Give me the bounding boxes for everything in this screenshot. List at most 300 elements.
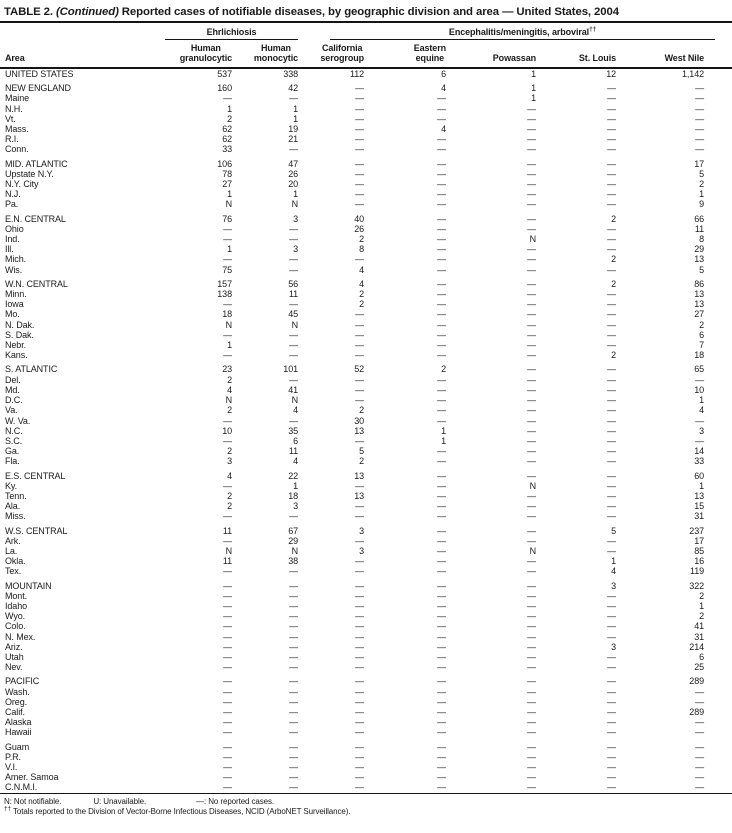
value-cell: — <box>223 706 232 717</box>
value-cell: — <box>527 566 537 577</box>
value-cell: 1 <box>611 556 617 567</box>
value-cell: — <box>437 329 447 340</box>
value-cell: — <box>355 199 365 210</box>
value-cell: — <box>607 384 617 395</box>
table-row <box>0 244 732 254</box>
value-cell: 8 <box>699 234 705 245</box>
table-row <box>0 456 732 466</box>
value-cell: 160 <box>217 83 232 94</box>
value-cell: — <box>437 611 447 622</box>
value-cell: 1 <box>699 189 705 200</box>
table-row <box>0 501 732 511</box>
table-row <box>0 436 732 446</box>
area-cell: Tex. <box>5 566 22 577</box>
table-section <box>0 155 732 210</box>
value-cell: — <box>607 727 617 738</box>
col-header-human-monocytic: Human monocytic <box>253 43 299 63</box>
value-cell: 18 <box>288 490 299 501</box>
value-cell: — <box>355 566 365 577</box>
area-cell: Conn. <box>5 144 29 155</box>
value-cell: 1 <box>293 103 299 114</box>
value-cell: 18 <box>694 350 705 361</box>
value-cell: — <box>289 641 299 652</box>
value-cell: — <box>607 600 617 611</box>
table-row <box>0 385 732 395</box>
value-cell: 11 <box>288 289 299 300</box>
value-cell: 8 <box>359 244 365 255</box>
value-cell: 3 <box>293 213 299 224</box>
value-cell: — <box>527 641 537 652</box>
value-cell: — <box>527 535 537 546</box>
value-cell: N <box>529 234 537 245</box>
area-cell: Calif. <box>5 706 25 717</box>
area-cell: MID. ATLANTIC <box>5 158 68 169</box>
value-cell: — <box>527 621 537 632</box>
value-cell: 45 <box>288 309 299 320</box>
value-cell: 1 <box>293 480 299 491</box>
value-cell: 11 <box>288 446 299 457</box>
value-cell: — <box>355 350 365 361</box>
table-row <box>0 199 732 209</box>
value-cell: — <box>607 446 617 457</box>
value-cell: 11 <box>222 525 232 536</box>
value-cell: — <box>607 717 617 728</box>
value-cell: — <box>355 686 365 697</box>
value-cell: — <box>695 741 705 752</box>
value-cell: — <box>695 717 705 728</box>
value-cell: 1 <box>531 93 537 104</box>
value-cell: — <box>437 490 447 501</box>
table-section <box>0 577 732 673</box>
value-cell: 1 <box>293 113 299 124</box>
value-cell: — <box>223 535 232 546</box>
table-row <box>0 330 732 340</box>
value-cell: 3 <box>611 641 617 652</box>
value-cell: — <box>289 329 299 340</box>
value-cell: — <box>527 299 537 310</box>
table-title-prefix: TABLE 2. <box>4 6 53 18</box>
area-cell: N.Y. City <box>5 179 39 190</box>
value-cell: — <box>437 706 447 717</box>
value-cell: — <box>607 696 617 707</box>
value-cell: — <box>527 470 537 481</box>
value-cell: 27 <box>222 179 232 190</box>
area-cell: N.J. <box>5 189 21 200</box>
value-cell: — <box>527 556 537 567</box>
area-cell: Guam <box>5 741 30 752</box>
value-cell: 5 <box>611 525 617 536</box>
value-cell: 2 <box>227 113 232 124</box>
value-cell: — <box>437 223 447 234</box>
table-row <box>0 265 732 275</box>
value-cell: — <box>289 662 299 673</box>
value-cell: — <box>527 309 537 320</box>
value-cell: — <box>527 611 537 622</box>
value-cell: — <box>527 511 537 522</box>
value-cell: 157 <box>217 278 232 289</box>
value-cell: — <box>527 350 537 361</box>
value-cell: — <box>223 234 232 245</box>
value-cell: — <box>355 134 365 145</box>
value-cell: 17 <box>694 158 705 169</box>
value-cell: 4 <box>227 384 232 395</box>
value-cell: — <box>437 545 447 556</box>
area-cell: W. Va. <box>5 415 31 426</box>
value-cell: — <box>289 374 299 385</box>
area-cell: Ariz. <box>5 641 23 652</box>
value-cell: 14 <box>694 446 705 457</box>
value-cell: — <box>223 621 232 632</box>
col-header-st-louis: St. Louis <box>578 53 617 63</box>
value-cell: — <box>527 751 537 762</box>
value-cell: — <box>607 234 617 245</box>
value-cell: — <box>437 264 447 275</box>
value-cell: 13 <box>694 289 705 300</box>
value-cell: — <box>289 580 299 591</box>
table-row <box>0 772 732 782</box>
area-cell: Maine <box>5 93 30 104</box>
value-cell: — <box>289 651 299 662</box>
value-cell: — <box>289 340 299 351</box>
area-cell: Vt. <box>5 113 16 124</box>
value-cell: — <box>437 244 447 255</box>
value-cell: — <box>695 134 705 145</box>
value-cell: 18 <box>222 309 232 320</box>
table-section <box>0 467 732 522</box>
value-cell: 5 <box>359 446 365 457</box>
value-cell: — <box>527 706 537 717</box>
value-cell: — <box>527 340 537 351</box>
value-cell: — <box>607 415 617 426</box>
value-cell: — <box>437 696 447 707</box>
value-cell: — <box>607 686 617 697</box>
footnote-unavailable: U: Unavailable. <box>93 796 147 806</box>
value-cell: 31 <box>694 631 705 642</box>
value-cell: — <box>223 329 232 340</box>
value-cell: — <box>355 83 365 94</box>
value-cell: — <box>527 168 537 179</box>
table-row <box>0 395 732 405</box>
value-cell: 4 <box>293 405 299 416</box>
value-cell: — <box>527 364 537 375</box>
value-cell: 20 <box>288 179 299 190</box>
value-cell: — <box>607 751 617 762</box>
value-cell: 9 <box>699 199 705 210</box>
value-cell: — <box>607 662 617 673</box>
value-cell: 3 <box>611 580 617 591</box>
table-row <box>0 536 732 546</box>
value-cell: — <box>289 350 299 361</box>
value-cell: 1 <box>699 395 705 406</box>
value-cell: 26 <box>288 168 299 179</box>
value-cell: — <box>527 124 537 135</box>
value-cell: — <box>223 435 232 446</box>
value-cell: — <box>437 189 447 200</box>
table-row <box>0 340 732 350</box>
table-row <box>0 752 732 762</box>
value-cell: — <box>695 83 705 94</box>
area-cell: E.S. CENTRAL <box>5 470 66 481</box>
table-row <box>0 782 732 793</box>
value-cell: 19 <box>288 124 299 135</box>
footnote-not-notifiable: N: Not notifiable. <box>4 796 62 806</box>
value-cell: — <box>527 490 537 501</box>
table-row <box>0 124 732 134</box>
value-cell: — <box>607 456 617 467</box>
value-cell: 4 <box>359 278 365 289</box>
value-cell: — <box>607 772 617 783</box>
value-cell: 52 <box>354 364 365 375</box>
group-label: Ehrlichiosis <box>206 27 257 37</box>
value-cell: — <box>437 384 447 395</box>
value-cell: — <box>607 621 617 632</box>
table-row <box>0 320 732 330</box>
table-row <box>0 687 732 697</box>
table-row <box>0 738 732 752</box>
value-cell: — <box>437 350 447 361</box>
value-cell: 4 <box>441 83 447 94</box>
value-cell: — <box>607 103 617 114</box>
area-cell: Pa. <box>5 199 19 210</box>
value-cell: 10 <box>222 425 232 436</box>
value-cell: 2 <box>611 213 617 224</box>
value-cell: — <box>527 264 537 275</box>
value-cell: 2 <box>611 254 617 265</box>
value-cell: 13 <box>694 254 705 265</box>
value-cell: — <box>437 289 447 300</box>
value-cell: — <box>607 124 617 135</box>
value-cell: 101 <box>283 364 299 375</box>
value-cell: 3 <box>699 425 705 436</box>
value-cell: 2 <box>227 501 232 512</box>
value-cell: — <box>437 501 447 512</box>
table-row <box>0 234 732 244</box>
value-cell: 66 <box>694 213 705 224</box>
value-cell: — <box>527 662 537 673</box>
value-cell: — <box>607 741 617 752</box>
value-cell: — <box>527 384 537 395</box>
value-cell: — <box>223 751 232 762</box>
value-cell: — <box>437 93 447 104</box>
value-cell: — <box>695 435 705 446</box>
area-cell: N.H. <box>5 103 23 114</box>
value-cell: — <box>695 727 705 738</box>
value-cell: — <box>527 405 537 416</box>
value-cell: — <box>437 158 447 169</box>
value-cell: 47 <box>288 158 299 169</box>
area-cell: S. ATLANTIC <box>5 364 58 375</box>
area-cell: E.N. CENTRAL <box>5 213 66 224</box>
value-cell: — <box>437 525 447 536</box>
value-cell: — <box>607 395 617 406</box>
value-cell: — <box>289 717 299 728</box>
group-header-row <box>0 23 732 40</box>
value-cell: — <box>223 350 232 361</box>
value-cell: — <box>437 199 447 210</box>
value-cell: 86 <box>694 278 705 289</box>
area-cell: NEW ENGLAND <box>5 83 71 94</box>
value-cell: — <box>607 244 617 255</box>
value-cell: — <box>607 425 617 436</box>
value-cell: — <box>607 631 617 642</box>
value-cell: — <box>289 751 299 762</box>
value-cell: — <box>355 600 365 611</box>
value-cell: — <box>355 727 365 738</box>
area-cell: Upstate N.Y. <box>5 168 54 179</box>
table-row <box>0 642 732 652</box>
value-cell: — <box>437 234 447 245</box>
value-cell: — <box>527 113 537 124</box>
value-cell: — <box>355 580 365 591</box>
table-row <box>0 652 732 662</box>
value-cell: 85 <box>694 545 705 556</box>
table-row <box>0 375 732 385</box>
area-cell: N. Dak. <box>5 319 35 330</box>
table-section <box>0 360 732 466</box>
area-cell: Ind. <box>5 234 20 245</box>
area-cell: Wash. <box>5 686 30 697</box>
table-section <box>0 275 732 361</box>
area-cell: Colo. <box>5 621 26 632</box>
table-section <box>0 522 732 577</box>
value-cell: — <box>695 103 705 114</box>
value-cell: — <box>289 93 299 104</box>
value-cell: — <box>527 189 537 200</box>
area-cell: Ohio <box>5 223 24 234</box>
value-cell: — <box>223 762 232 772</box>
value-cell: 75 <box>222 264 232 275</box>
value-cell: — <box>355 621 365 632</box>
value-cell: — <box>223 782 232 793</box>
value-cell: 2 <box>359 299 365 310</box>
table-row <box>0 405 732 415</box>
value-cell: — <box>607 405 617 416</box>
value-cell: 1 <box>699 480 705 491</box>
value-cell: — <box>437 446 447 457</box>
value-cell: 1 <box>531 69 537 79</box>
footnote-dagger-sup: †† <box>4 805 12 813</box>
value-cell: 106 <box>217 158 232 169</box>
value-cell: 30 <box>354 415 365 426</box>
value-cell: — <box>223 717 232 728</box>
value-cell: 56 <box>288 278 299 289</box>
value-cell: — <box>289 631 299 642</box>
value-cell: — <box>437 456 447 467</box>
value-cell: — <box>527 727 537 738</box>
area-cell: Tenn. <box>5 490 27 501</box>
table-row <box>0 511 732 521</box>
value-cell: — <box>437 621 447 632</box>
value-cell: — <box>527 278 537 289</box>
table-section <box>0 68 732 79</box>
value-cell: — <box>355 782 365 793</box>
value-cell: — <box>607 113 617 124</box>
table-row <box>0 426 732 436</box>
column-header-row <box>0 40 732 68</box>
value-cell: — <box>527 254 537 265</box>
value-cell: 138 <box>217 289 232 300</box>
value-cell: 338 <box>283 69 299 79</box>
value-cell: — <box>223 566 232 577</box>
value-cell: — <box>527 415 537 426</box>
value-cell: 3 <box>227 456 232 467</box>
value-cell: 3 <box>359 525 365 536</box>
value-cell: — <box>437 727 447 738</box>
value-cell: — <box>437 631 447 642</box>
value-cell: 10 <box>694 384 705 395</box>
value-cell: — <box>355 741 365 752</box>
value-cell: 41 <box>694 621 705 632</box>
value-cell: — <box>437 782 447 793</box>
value-cell: 2 <box>441 364 447 375</box>
value-cell: — <box>355 168 365 179</box>
value-cell: — <box>607 168 617 179</box>
value-cell: — <box>355 772 365 783</box>
value-cell: N <box>225 319 232 330</box>
value-cell: — <box>527 103 537 114</box>
value-cell: — <box>527 741 537 752</box>
footnote-dagger-text: Totals reported to the Division of Vector-Borne Infectious Diseases, NCID (ArboNET Surveillance). <box>13 807 351 817</box>
table-header <box>0 23 732 68</box>
value-cell: 1 <box>227 340 232 351</box>
value-cell: — <box>695 782 705 793</box>
value-cell: — <box>527 329 537 340</box>
value-cell: 62 <box>222 124 232 135</box>
group-header-spacer <box>0 23 152 40</box>
value-cell: 2 <box>359 405 365 416</box>
value-cell: — <box>355 384 365 395</box>
value-cell: — <box>607 134 617 145</box>
value-cell: — <box>355 651 365 662</box>
value-cell: — <box>289 590 299 601</box>
value-cell: — <box>437 741 447 752</box>
area-cell: Oreg. <box>5 696 28 707</box>
table-section <box>0 672 732 737</box>
table-row <box>0 601 732 611</box>
value-cell: — <box>607 299 617 310</box>
value-cell: N <box>225 199 232 210</box>
value-cell: — <box>695 696 705 707</box>
value-cell: 26 <box>354 223 365 234</box>
value-cell: — <box>355 319 365 330</box>
value-cell: — <box>607 144 617 155</box>
value-cell: 60 <box>694 470 705 481</box>
table-section <box>0 738 732 794</box>
value-cell: — <box>527 179 537 190</box>
value-cell: 2 <box>227 490 232 501</box>
value-cell: 76 <box>222 213 232 224</box>
area-cell: Minn. <box>5 289 27 300</box>
value-cell: — <box>437 566 447 577</box>
value-cell: 2 <box>359 289 365 300</box>
value-cell: — <box>527 600 537 611</box>
table-row <box>0 556 732 566</box>
value-cell: — <box>355 158 365 169</box>
value-cell: — <box>695 415 705 426</box>
value-cell: — <box>223 93 232 104</box>
value-cell: — <box>695 113 705 124</box>
value-cell: — <box>437 405 447 416</box>
value-cell: — <box>437 374 447 385</box>
value-cell: — <box>527 435 537 446</box>
value-cell: — <box>289 415 299 426</box>
value-cell: — <box>355 511 365 522</box>
value-cell: — <box>289 782 299 793</box>
area-cell: S.C. <box>5 435 23 446</box>
area-cell: Miss. <box>5 511 26 522</box>
value-cell: — <box>527 717 537 728</box>
value-cell: N <box>291 199 299 210</box>
